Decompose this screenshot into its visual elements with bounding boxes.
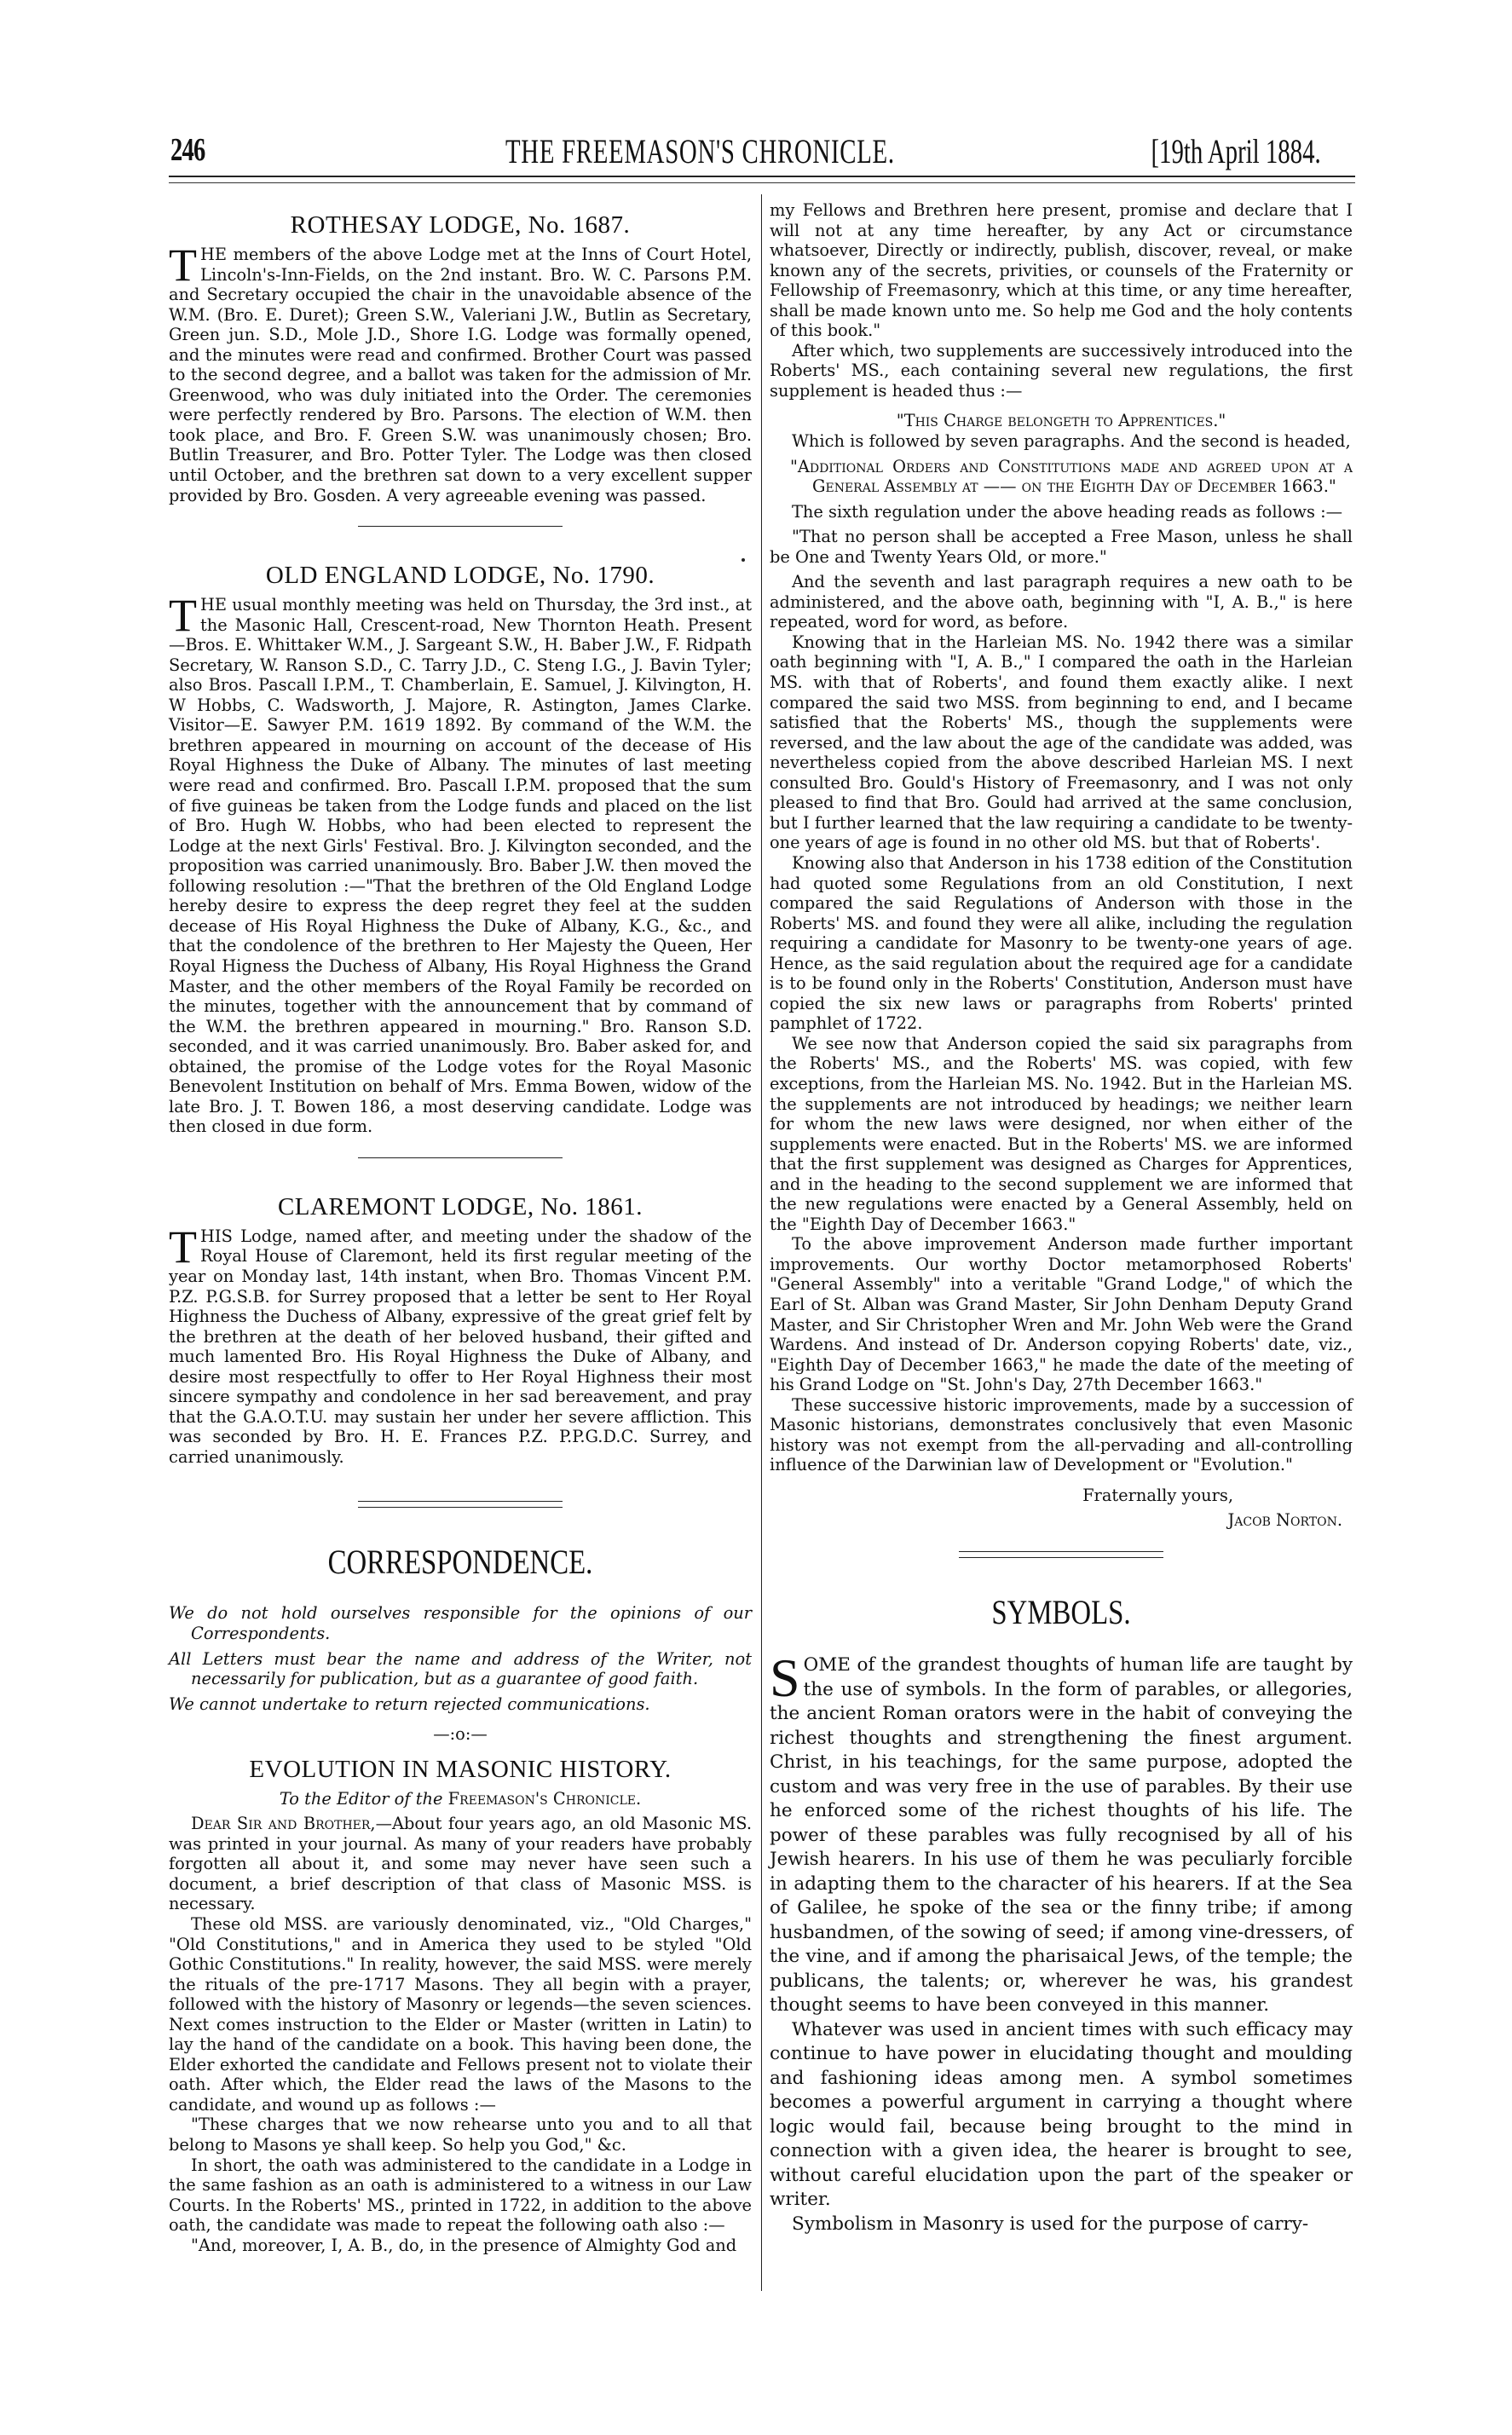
letter-paragraph: The sixth regulation under the above heading reads as follows :—	[792, 501, 1343, 522]
letter-paragraph: After which, two supplements are successively introduced into the Roberts' MS., each containing several new regulations, the first supplement is headed thus :—	[770, 340, 1353, 401]
section-double-rule	[959, 1551, 1163, 1558]
article-symbols	[770, 1592, 1353, 2236]
article-old-england-lodge	[169, 561, 752, 1137]
article-body: THE usual monthly meeting was held on Thursday, the 3rd inst., at the Masonic Hall, Crescent-road, New Thornton Heath. Present—Bros. E. Whittaker W.M., J. Sargeant S.W., H. Baber J.W., F. Ridpath Secretary, W. Ranson S.D., C. Tarry J.D., C. Steng I.G., J. Bavin Tyler; also Bros. Pascall I.P.M., T. Chamberlain, E. Samuel, J. Kilvington, H. W Hobbs, C. Wadsworth, J. Majore, R. Astington, James Clarke. Visitor—E. Sawyer P.M. 1619 1892. By command of the W.M. the brethren appeared in mourning on account of the decease of His Royal Highness the Duke of Albany. The minutes of last meeting were read and confirmed. Bro. Pascall I.P.M. proposed that the sum of five guineas be taken from the Lodge funds and placed on the list of Bro. Hugh W. Hobbs, who had been elected to represent the Lodge at the next Girls' Festival. Bro. J. Kilvington seconded, and the proposition was carried unanimously. Bro. Baber J.W. then moved the following resolution :—"That the brethren of the Old England Lodge hereby desire to express the deep regret they feel at the sudden decease of His Royal Highness the Duke of Albany, K.G., &c., and that the condolence of the brethren to Her Majesty the Queen, Her Royal Higness the Duchess of Albany, His Royal Highness the Grand Master, and the other members of the Royal Family be recorded on the minutes, together with the announcement that by command of the W.M. the brethren appeared in mourning." Bro. Ranson S.D. seconded, and it was carried unanimously. Bro. Baber asked for, and obtained, the promise of the Lodge votes for the Royal Masonic Benevolent Institution on behalf of Mrs. Emma Bowen, widow of the late Bro. J. T. Bowen 186, a most deserving candidate. Lodge was then closed in due form.	[169, 590, 752, 1137]
letter-paragraph: These old MSS. are variously denominated, viz., "Old Charges," "Old Constitutions," and in America they used to be styled "Old Gothic Constitutions." In reality, however, the said MSS. were merely the rituals of the pre-1717 Masons. They all begin with a prayer, followed with the history of Masonry or legends—the seven sciences. Next comes instruction to the Elder or Master (written in Latin) to lay the hand of the candidate on a book. This having been done, the Elder exhorted the candidate and Fellows present not to violate their oath. After which, the Elder read the laws of the Masons to the candidate, and wound up as follows :—	[169, 1914, 752, 2115]
letter-paragraph: my Fellows and Brethren here present, promise and declare that I will not at any time hereafter, by any Act or circumstance whatsoever, Directly or indirectly, publish, discover, reveal, or make known any of the secrets, privities, or counsels of the Fraternity or Fellowship of Freemasonry, which at this time, or any time hereafter, shall be made known unto me. So help me God and the holy contents of this book."	[770, 200, 1353, 341]
column-divider	[761, 194, 762, 2291]
correspondence-heading: CORRESPONDENCE.	[327, 1543, 593, 1582]
article-body: THE members of the above Lodge met at the Inns of Court Hotel, Lincoln's-Inn-Fields, on the 2nd instant. Bro. W. C. Parsons P.M. and Secretary occupied the chair in the unavoidable absence of the W.M. (Bro. E. Duret); Green S.W., Valeriani J.W., Butlin as Secretary, Green jun. S.D., Mole J.D., Shore I.G. Lodge was formally opened, and the minutes were read and confirmed. Brother Court was passed to the second degree, and a ballot was taken for the admission of Mr. Greenwood, who was duly initiated into the Order. The ceremonies were perfectly rendered by Bro. Parsons. The election of W.M. then took place, and Bro. F. Green S.W. was unanimously chosen; Bro. Butlin Treasurer, and Bro. Potter Tyler. The Lodge was then closed until October, and the brethren sat down to a very excellent supper provided by Bro. Gosden. A very agreeable evening was passed.	[169, 239, 752, 505]
article-paragraph: Symbolism in Masonry is used for the purpose of carry-	[792, 2213, 1309, 2235]
author-signature: Jacob Norton.	[1227, 1510, 1342, 1531]
section-double-rule	[358, 1501, 563, 1508]
article-evolution-continued	[770, 200, 1353, 1531]
editorial-note: All Letters must bear the name and address of the Writer, not necessarily for publication, but as a guarantee of good faith.	[169, 1648, 752, 1689]
letter-paragraph: Which is followed by seven paragraphs. And the second is headed,	[792, 431, 1351, 452]
letter-paragraph: These successive historic improvements, made by a succession of Masonic historians, demonstrates conclusively that even Masonic history was not exempt from the all-pervading and all-controlling influence of the Darwinian law of Development or "Evolution."	[770, 1394, 1353, 1475]
letter-paragraph: "And, moreover, I, A. B., do, in the presence of Almighty God and	[191, 2235, 737, 2255]
letter-paragraph: And the seventh and last paragraph requires a new oath to be administered, and the above oath, beginning with "I, A. B.," is here repeated, word for word, as before.	[770, 572, 1353, 632]
letter-paragraph: "That no person shall be accepted a Free Mason, unless he shall be One and Twenty Years Old, or more."	[770, 527, 1353, 567]
article-heading: CLAREMONT LODGE, No. 1861.	[277, 1192, 643, 1220]
right-column	[770, 200, 1353, 2236]
masthead	[169, 128, 1355, 172]
charge-heading: "This Charge belongeth to Apprentices."	[896, 411, 1226, 431]
editorial-note: We do not hold ourselves responsible for the opinions of our Correspondents.	[169, 1603, 752, 1643]
letter-paragraph: In short, the oath was administered to the candidate in a Lodge in the same fashion as an oath is administered to a witness in our Law Courts. In the Roberts' MS., printed in 1722, in addition to the above oath, the candidate was made to repeat the following oath also :—	[169, 2155, 752, 2236]
article-heading: ROTHESAY LODGE, No. 1687.	[290, 211, 631, 239]
article-heading: OLD ENGLAND LODGE, No. 1790.	[265, 562, 655, 590]
additional-orders-heading: "Additional Orders and Constitutions made and agreed upon at a General Assembly at —— on the Eighth Day of December 1663."	[790, 456, 1353, 497]
article-body: THIS Lodge, named after, and meeting under the shadow of the Royal House of Claremont, held its first regular meeting of the year on Monday last, 14th instant, when Bro. Thomas Vincent P.M. P.Z. P.G.S.B. for Surrey proposed that a letter be sent to Her Royal Highness the Duchess of Albany, expressive of the great grief felt by the brethren at the death of her beloved husband, their gifted and much lamented Bro. His Royal Highness the Duke of Albany, and desire most respectfully to offer to Her Royal Highness their most sincere sympathy and condolence in her sad bereavement, and pray that the G.A.O.T.U. may sustain her under her severe affliction. This was seconded by Bro. H. E. Frances P.Z. P.P.G.D.C. Surrey, and carried unanimously.	[169, 1220, 752, 1467]
correspondence-section	[169, 1542, 752, 1754]
drop-cap: T	[169, 1220, 197, 1272]
salutation: Dear Sir and Brother,	[191, 1814, 376, 1834]
issue-date: [19th April 1884.	[1151, 132, 1321, 170]
article-rothesay-lodge	[169, 200, 752, 505]
editorial-note: We cannot undertake to return rejected communications.	[169, 1694, 650, 1714]
article-body: SOME of the grandest thoughts of human life are taught by the use of symbols. In the form of parables, or allegories, the ancient Roman orators were in the habit of conveying the richest thoughts and strengthening the finest argument. Christ, in his teachings, for the same purpose, adopted the custom and was very free in the use of parables. By their use he enforced some of the richest thoughts of his life. The power of these parables was fully recognised by all of his Jewish hearers. In his use of them he was peculiarly forcible in adapting them to the character of his hearers. If at the Sea of Galilee, he spoke of the sea or the finny tribe; if among husbandmen, of the sowing of seed; if among vine-dressers, of the vine, and if among the pharisaical Jews, of the temple; the publicans, the talents; or, wherever he was, his grandest thought seems to have been conveyed in this manner.	[770, 1647, 1353, 2016]
letter-paragraph: Knowing that in the Harleian MS. No. 1942 there was a similar oath beginning with "I, A. B.," I compared the oath in the Harleian MS. with that of Roberts', and found them exactly alike. I next compared the said two MSS. from beginning to end, and I became satisfied that the Roberts' MS., though the supplements were reversed, and the law about the age of the candidate was added, was nevertheless copied from the above described Harleian MS. I next consulted Bro. Gould's History of Freemasonry, and I was not only pleased to find that Bro. Gould had arrived at the same conclusion, but I further learned that the law requiring a candidate to be twenty-one years of age is found in no other old MS. but that of Roberts'.	[770, 632, 1353, 853]
article-evolution-masonic-history	[169, 1755, 752, 2256]
letter-paragraph: We see now that Anderson copied the said six paragraphs from the Roberts' MS., and the Roberts' MS. was copied, with few exceptions, from the Harleian MS. No. 1942. But in the Harleian MS. the supplements are not introduced by headings; we neither learn for whom the new laws were designed, nor when either of the supplements were enacted. But in the Roberts' MS. we are informed that the first supplement was designed as Charges for Apprentices, and in the heading to the second supplement we are informed that the new regulations were enacted by a General Assembly, held on the "Eighth Day of December 1663."	[770, 1033, 1353, 1234]
letter-addressee: To the Editor of the Freemason's Chronicle.	[279, 1788, 642, 1809]
sign-off: Fraternally yours,	[1082, 1485, 1233, 1505]
letter-paragraph: Knowing also that Anderson in his 1738 edition of the Constitution had quoted some Regulations from an old Constitution, I next compared the said Regulations of Anderson with those in the Roberts' MS. and found they were all alike, including the regulation requiring a candidate for Masonry to be twenty-one years of age. Hence, as the said regulation about the required age for a candidate is to be found only in the Roberts' Constitution, Anderson must have copied the six new laws or paragraphs from Roberts' printed pamphlet of 1722.	[770, 852, 1353, 1034]
publication-title: THE FREEMASON'S CHRONICLE.	[505, 132, 895, 170]
drop-cap: T	[169, 239, 197, 291]
left-column	[169, 200, 752, 2255]
drop-cap: T	[169, 590, 197, 642]
article-heading: SYMBOLS.	[991, 1593, 1131, 1631]
letter-paragraph: To the above improvement Anderson made further important improvements. Our worthy Doctor metamorphosed Roberts' "General Assembly" into a veritable "Grand Lodge," of which the Earl of St. Alban was Grand Master, Sir John Denham Deputy Grand Master, and Sir Christopher Wren and Mr. John Web were the Grand Wardens. And instead of Dr. Anderson copying Roberts' date, viz., "Eighth Day of December 1663," he made the date of the meeting of his Grand Lodge on "St. John's Day, 27th December 1663."	[770, 1234, 1353, 1395]
article-heading: EVOLUTION IN MASONIC HISTORY.	[249, 1755, 672, 1783]
article-paragraph: Whatever was used in ancient times with such efficacy may continue to have power in elucidating thought and moulding and fashioning ideas among men. A symbol sometimes becomes a powerful argument in carrying a thought where logic would fail, because being brought to the mind in connection with a given idea, the hearer is brought to see, without careful elucidation upon the part of the speaker or writer.	[770, 2018, 1353, 2210]
letter-paragraph: Dear Sir and Brother,—About four years ago, an old Masonic MS. was printed in your journal. As many of your readers have probably forgotten all about it, and some may never have seen such a document, a brief description of that class of Masonic MSS. is necessary.	[169, 1814, 752, 1914]
drop-cap: S	[770, 1647, 800, 1708]
masthead-rule-top	[169, 176, 1355, 177]
page-number: 246	[170, 132, 205, 168]
letter-paragraph: "These charges that we now rehearse unto you and to all that belong to Masons ye shall keep. So help you God," &c.	[169, 2115, 752, 2155]
masthead-rule-bottom	[169, 182, 1355, 183]
article-claremont-lodge	[169, 1192, 752, 1468]
ornament-divider: —:o:—	[433, 1724, 488, 1745]
